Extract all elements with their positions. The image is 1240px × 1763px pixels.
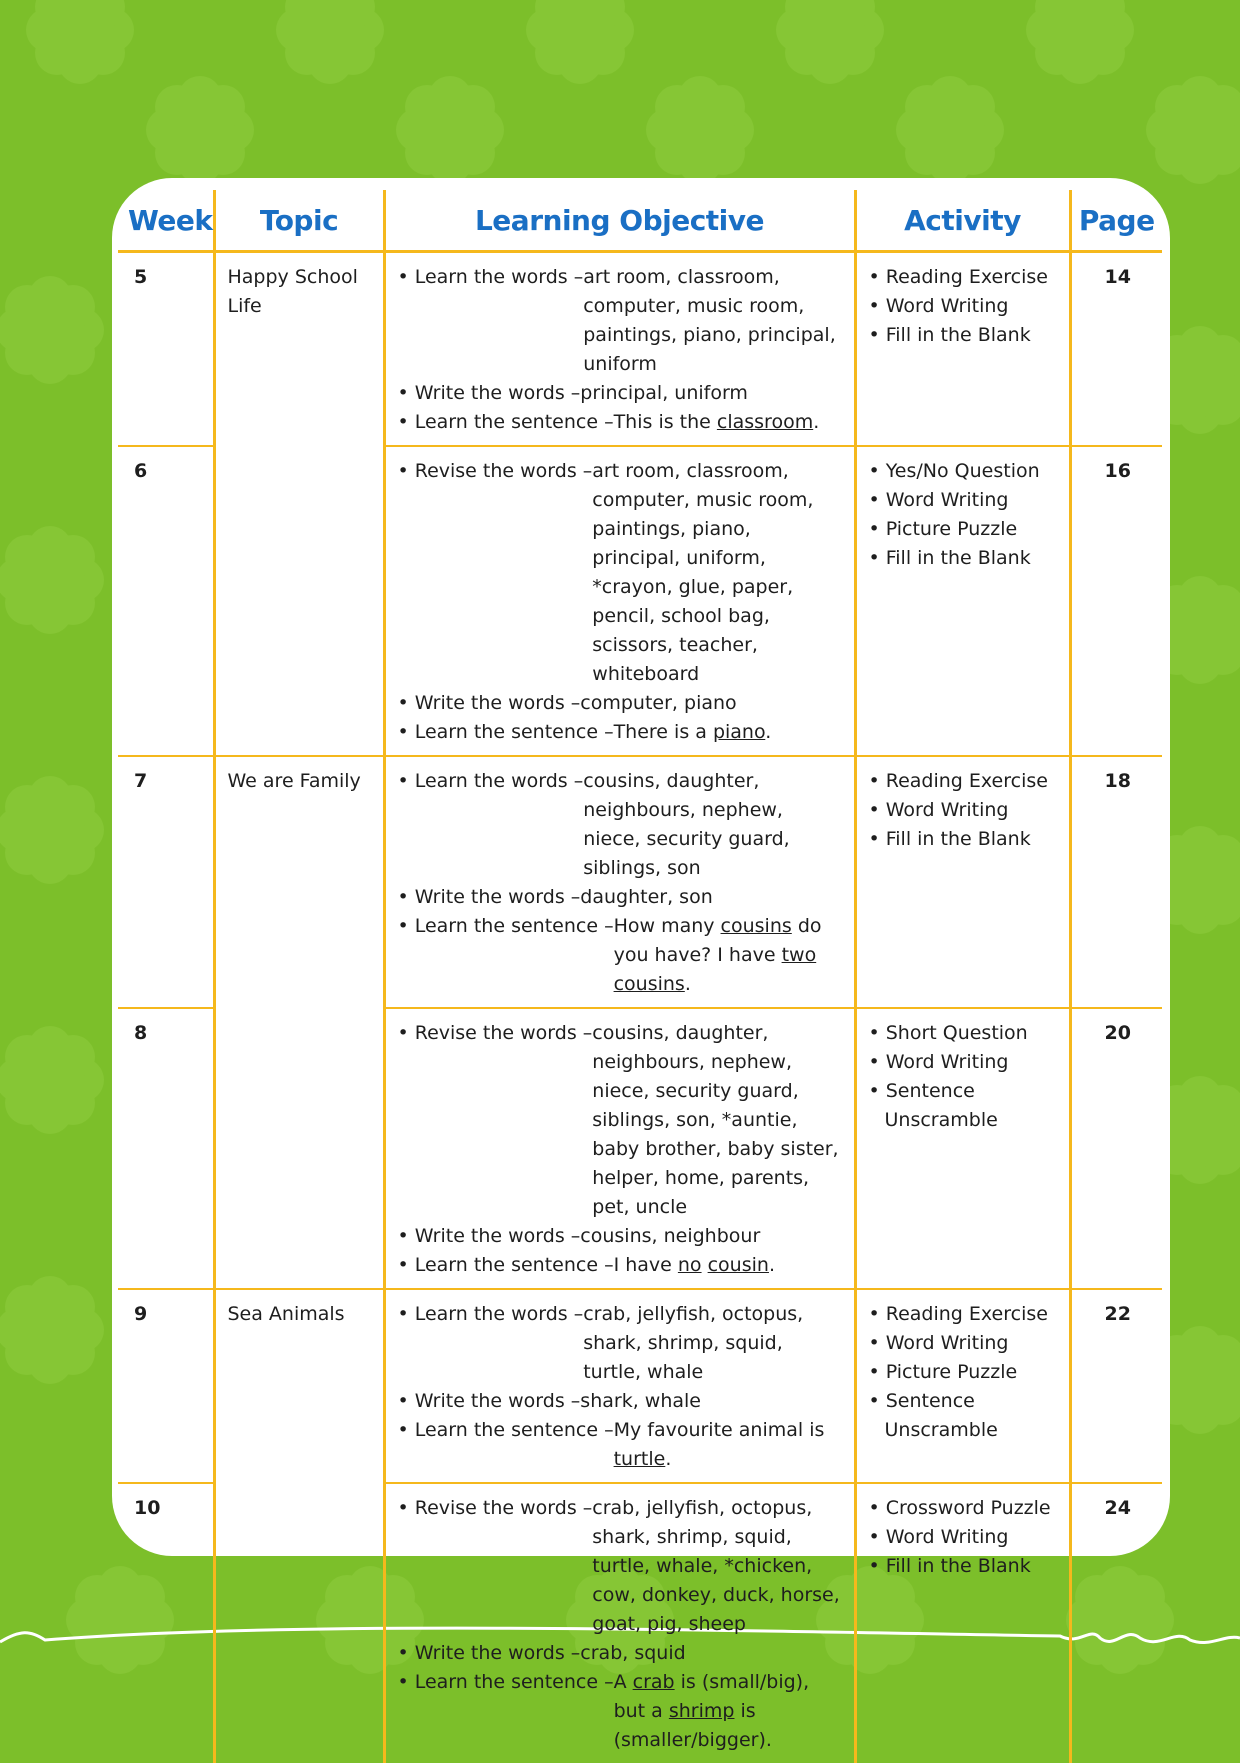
objective-label: • Revise the words – (398, 1494, 593, 1639)
activity-item: • Word Writing (869, 292, 1059, 321)
table-row (118, 756, 1162, 1008)
objective-label: • Write the words – (398, 379, 581, 408)
page-number: 14 (1070, 252, 1162, 447)
header-topic: Topic (214, 190, 384, 252)
header-activity: Activity (855, 190, 1070, 252)
objective-text: shark, whale (580, 1390, 701, 1412)
learning-objective-cell (384, 446, 855, 756)
activity-item: • Word Writing (869, 1329, 1059, 1358)
activity-cell (855, 446, 1070, 756)
topic-cell: Happy School Life (214, 252, 384, 757)
activity-item: • Yes/No Question (869, 457, 1059, 486)
header-learning-objective: Learning Objective (384, 190, 855, 252)
objective-item (398, 457, 844, 689)
objective-label: • Learn the sentence – (398, 408, 614, 437)
objective-text: My favourite animal is turtle. (613, 1419, 825, 1470)
activity-item: • Reading Exercise (869, 263, 1059, 292)
objective-item (398, 1387, 844, 1416)
learning-objective-cell (384, 1483, 855, 1763)
objective-item (398, 1668, 844, 1755)
objective-label: • Learn the sentence – (398, 1668, 614, 1755)
week-number: 9 (118, 1289, 214, 1483)
activity-cell (855, 756, 1070, 1008)
week-number: 5 (118, 252, 214, 447)
page-number: 24 (1070, 1483, 1162, 1763)
objective-text: daughter, son (580, 886, 713, 908)
objective-text: How many cousins do you have? I have two cousins. (613, 915, 822, 995)
header-week: Week (118, 190, 214, 252)
objective-label: • Write the words – (398, 1222, 581, 1251)
table-row (118, 252, 1162, 447)
objective-text: art room, classroom, computer, music room, paintings, piano, principal, uniform, *crayon, glue, paper, pencil, school bag, scissors, teacher, whiteboard (592, 460, 814, 685)
activity-item: • Fill in the Blank (869, 544, 1059, 573)
objective-text: computer, piano (580, 692, 737, 714)
activity-item: • Picture Puzzle (869, 1358, 1059, 1387)
topic-cell: We are Family (214, 756, 384, 1289)
objective-item (398, 718, 844, 747)
activity-item: • Sentence Unscramble (869, 1387, 1059, 1445)
objective-item (398, 1639, 844, 1668)
objective-label: • Learn the words – (398, 1300, 584, 1387)
activity-item: • Word Writing (869, 796, 1059, 825)
objective-label: • Learn the sentence – (398, 718, 614, 747)
objective-item (398, 1019, 844, 1222)
objective-label: • Learn the sentence – (398, 1416, 614, 1474)
objective-text: principal, uniform (580, 382, 748, 404)
activity-item: • Crossword Puzzle (869, 1494, 1059, 1523)
objective-text: This is the classroom. (613, 411, 820, 433)
learning-objective-cell (384, 252, 855, 447)
activity-item: • Picture Puzzle (869, 515, 1059, 544)
activity-cell (855, 1483, 1070, 1763)
activity-item: • Fill in the Blank (869, 825, 1059, 854)
objective-item (398, 767, 844, 883)
table-row (118, 1289, 1162, 1483)
week-number: 10 (134, 1497, 161, 1519)
page-number: 20 (1070, 1008, 1162, 1289)
objective-item (398, 1300, 844, 1387)
objective-item (398, 1416, 844, 1474)
header-page: Page (1070, 190, 1162, 252)
activity-item: • Reading Exercise (869, 767, 1059, 796)
objective-text: crab, squid (580, 1642, 686, 1664)
objective-item (398, 1494, 844, 1639)
activity-cell (855, 1289, 1070, 1483)
objective-text: crab, jellyfish, octopus, shark, shrimp, squid, turtle, whale, *chicken, cow, donkey, duck, horse, goat, pig, sheep (592, 1497, 840, 1635)
objective-text: art room, classroom, computer, music room, paintings, piano, principal, uniform (583, 266, 836, 375)
objective-label: • Write the words – (398, 1639, 581, 1668)
objective-label: • Learn the sentence – (398, 912, 614, 999)
objective-label: • Learn the sentence – (398, 1251, 614, 1280)
objective-text: cousins, neighbour (580, 1225, 761, 1247)
learning-objective-cell (384, 756, 855, 1008)
week-number: 6 (118, 446, 214, 756)
activity-item: • Sentence Unscramble (869, 1077, 1059, 1135)
objective-item (398, 912, 844, 999)
objective-label: • Write the words – (398, 883, 581, 912)
activity-item: • Word Writing (869, 1048, 1059, 1077)
curriculum-card (112, 178, 1170, 1751)
objective-item (398, 689, 844, 718)
learning-objective-cell (384, 1289, 855, 1483)
activity-item: • Fill in the Blank (869, 1552, 1059, 1581)
objective-label: • Learn the words – (398, 263, 584, 379)
activity-item: • Fill in the Blank (869, 321, 1059, 350)
week-number: 8 (118, 1008, 214, 1289)
objective-text: cousins, daughter, neighbours, nephew, niece, security guard, siblings, son (583, 770, 790, 879)
activity-cell (855, 252, 1070, 447)
objective-label: • Learn the words – (398, 767, 584, 883)
objective-item (398, 263, 844, 379)
objective-label: • Write the words – (398, 1387, 581, 1416)
objective-text: cousins, daughter, neighbours, nephew, niece, security guard, siblings, son, *auntie, baby brother, baby sister, helper, home, parents, pet, uncle (592, 1022, 839, 1218)
header-row (118, 190, 1162, 252)
objective-text: There is a piano. (613, 721, 772, 743)
objective-item (398, 408, 844, 437)
objective-label: • Revise the words – (398, 457, 593, 689)
objective-item (398, 379, 844, 408)
activity-item: • Short Question (869, 1019, 1059, 1048)
learning-objective-cell (384, 1008, 855, 1289)
objective-item (398, 1222, 844, 1251)
topic-cell: Sea Animals (214, 1289, 384, 1763)
objective-text: A crab is (small/big), but a shrimp is (smaller/bigger). (613, 1671, 810, 1751)
objective-text: I have no cousin. (613, 1254, 775, 1276)
objective-text: crab, jellyfish, octopus, shark, shrimp, squid, turtle, whale (583, 1303, 804, 1383)
page-number: 18 (1070, 756, 1162, 1008)
page-number: 22 (1070, 1289, 1162, 1483)
objective-item (398, 883, 844, 912)
page-number: 16 (1070, 446, 1162, 756)
activity-item: • Reading Exercise (869, 1300, 1059, 1329)
activity-cell (855, 1008, 1070, 1289)
activity-item: • Word Writing (869, 1523, 1059, 1552)
activity-item: • Word Writing (869, 486, 1059, 515)
curriculum-table (118, 190, 1162, 1763)
objective-label: • Revise the words – (398, 1019, 593, 1222)
week-number: 7 (118, 756, 214, 1008)
objective-item (398, 1251, 844, 1280)
objective-label: • Write the words – (398, 689, 581, 718)
